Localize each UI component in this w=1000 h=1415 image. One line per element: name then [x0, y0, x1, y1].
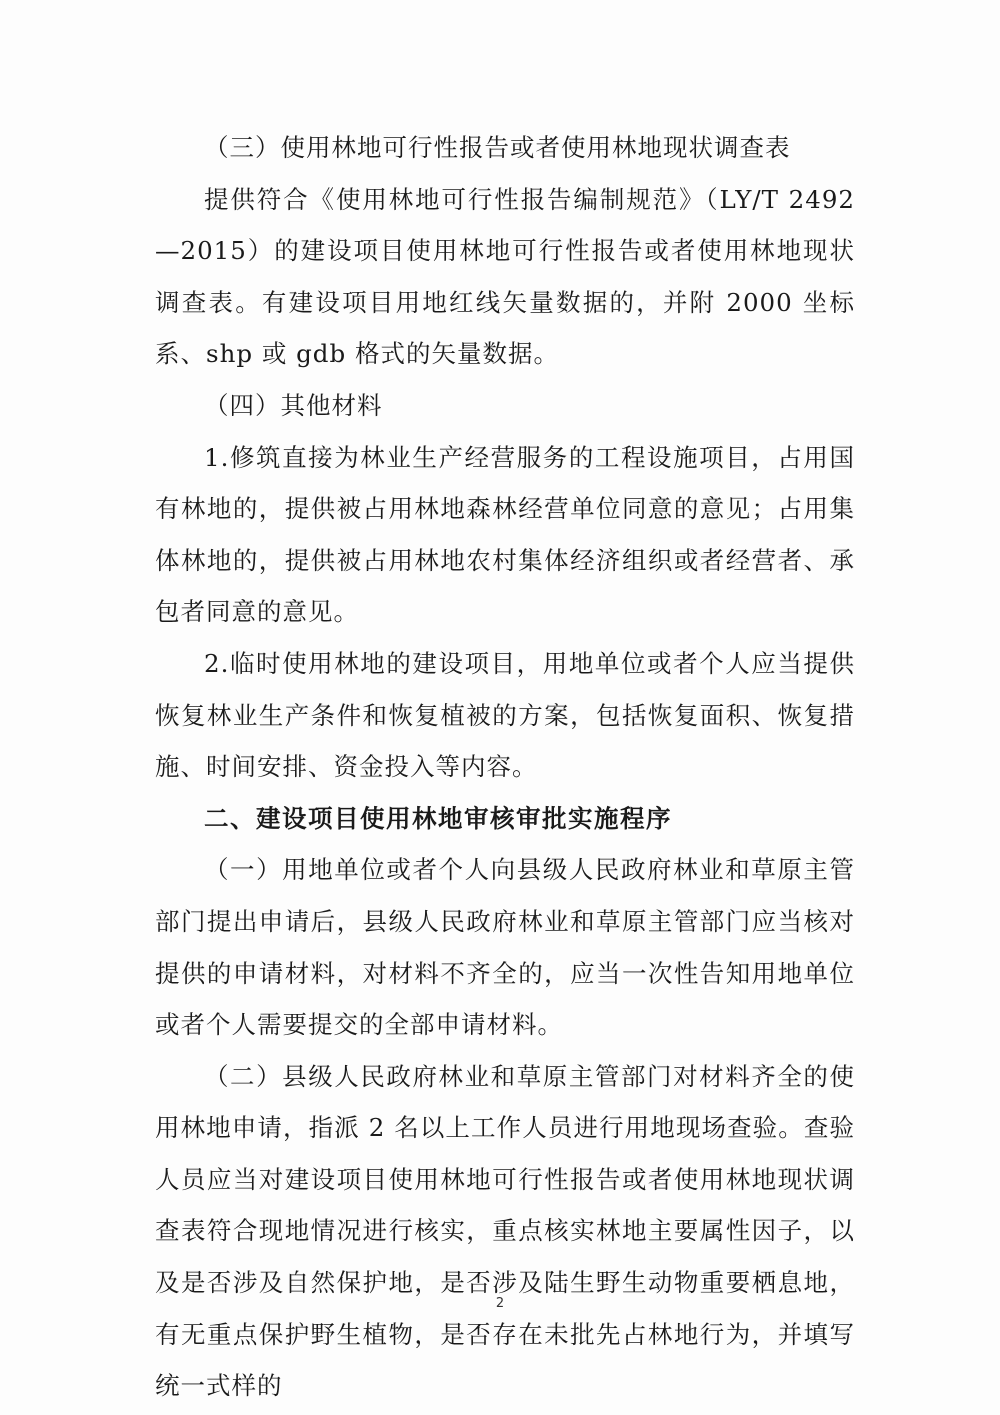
- paragraph-feasibility-requirements: 提供符合《使用林地可行性报告编制规范》（LY/T 2492—2015）的建设项目使用林地可行性报告或者使用林地现状调查表。有建设项目用地红线矢量数据的，并附 2000 坐标系、shp 或 gdb 格式的矢量数据。: [155, 184, 855, 369]
- paragraph-item-1-forestry-facilities: 1.修筑直接为林业生产经营服务的工程设施项目，占用国有林地的，提供被占用林地森林经营单位同意的意见；占用集体林地的，提供被占用林地农村集体经济组织或者经营者、承包者同意的意见。: [155, 442, 855, 627]
- page-number: 2: [495, 1296, 505, 1311]
- document-body: [155, 122, 855, 1412]
- paragraph-item-2-temporary-use: 2.临时使用林地的建设项目，用地单位或者个人应当提供恢复林业生产条件和恢复植被的方案，包括恢复面积、恢复措施、时间安排、资金投入等内容。: [155, 648, 855, 782]
- subheading-feasibility-report: （三）使用林地可行性报告或者使用林地现状调查表: [204, 133, 791, 162]
- section-title-procedure: 二、建设项目使用林地审核审批实施程序: [204, 803, 672, 833]
- subheading-other-materials: （四）其他材料: [204, 390, 383, 420]
- paragraph-procedure-step-2: （二）县级人民政府林业和草原主管部门对材料齐全的使用林地申请，指派 2 名以上工作人员进行用地现场查验。查验人员应当对建设项目使用林地可行性报告或者使用林地现状调查表符合现地情况进行核实，重点核实林地主要属性因子，以及是否涉及自然保护地，是否涉及陆生野生动物重要栖息地，有无重点保护野生植物，是否存在未批先占林地行为，并填写统一式样的: [155, 1061, 855, 1401]
- paragraph-procedure-step-1: （一）用地单位或者个人向县级人民政府林业和草原主管部门提出申请后，县级人民政府林业和草原主管部门应当核对提供的申请材料，对材料不齐全的，应当一次性告知用地单位或者个人需要提交的全部申请材料。: [155, 855, 855, 1040]
